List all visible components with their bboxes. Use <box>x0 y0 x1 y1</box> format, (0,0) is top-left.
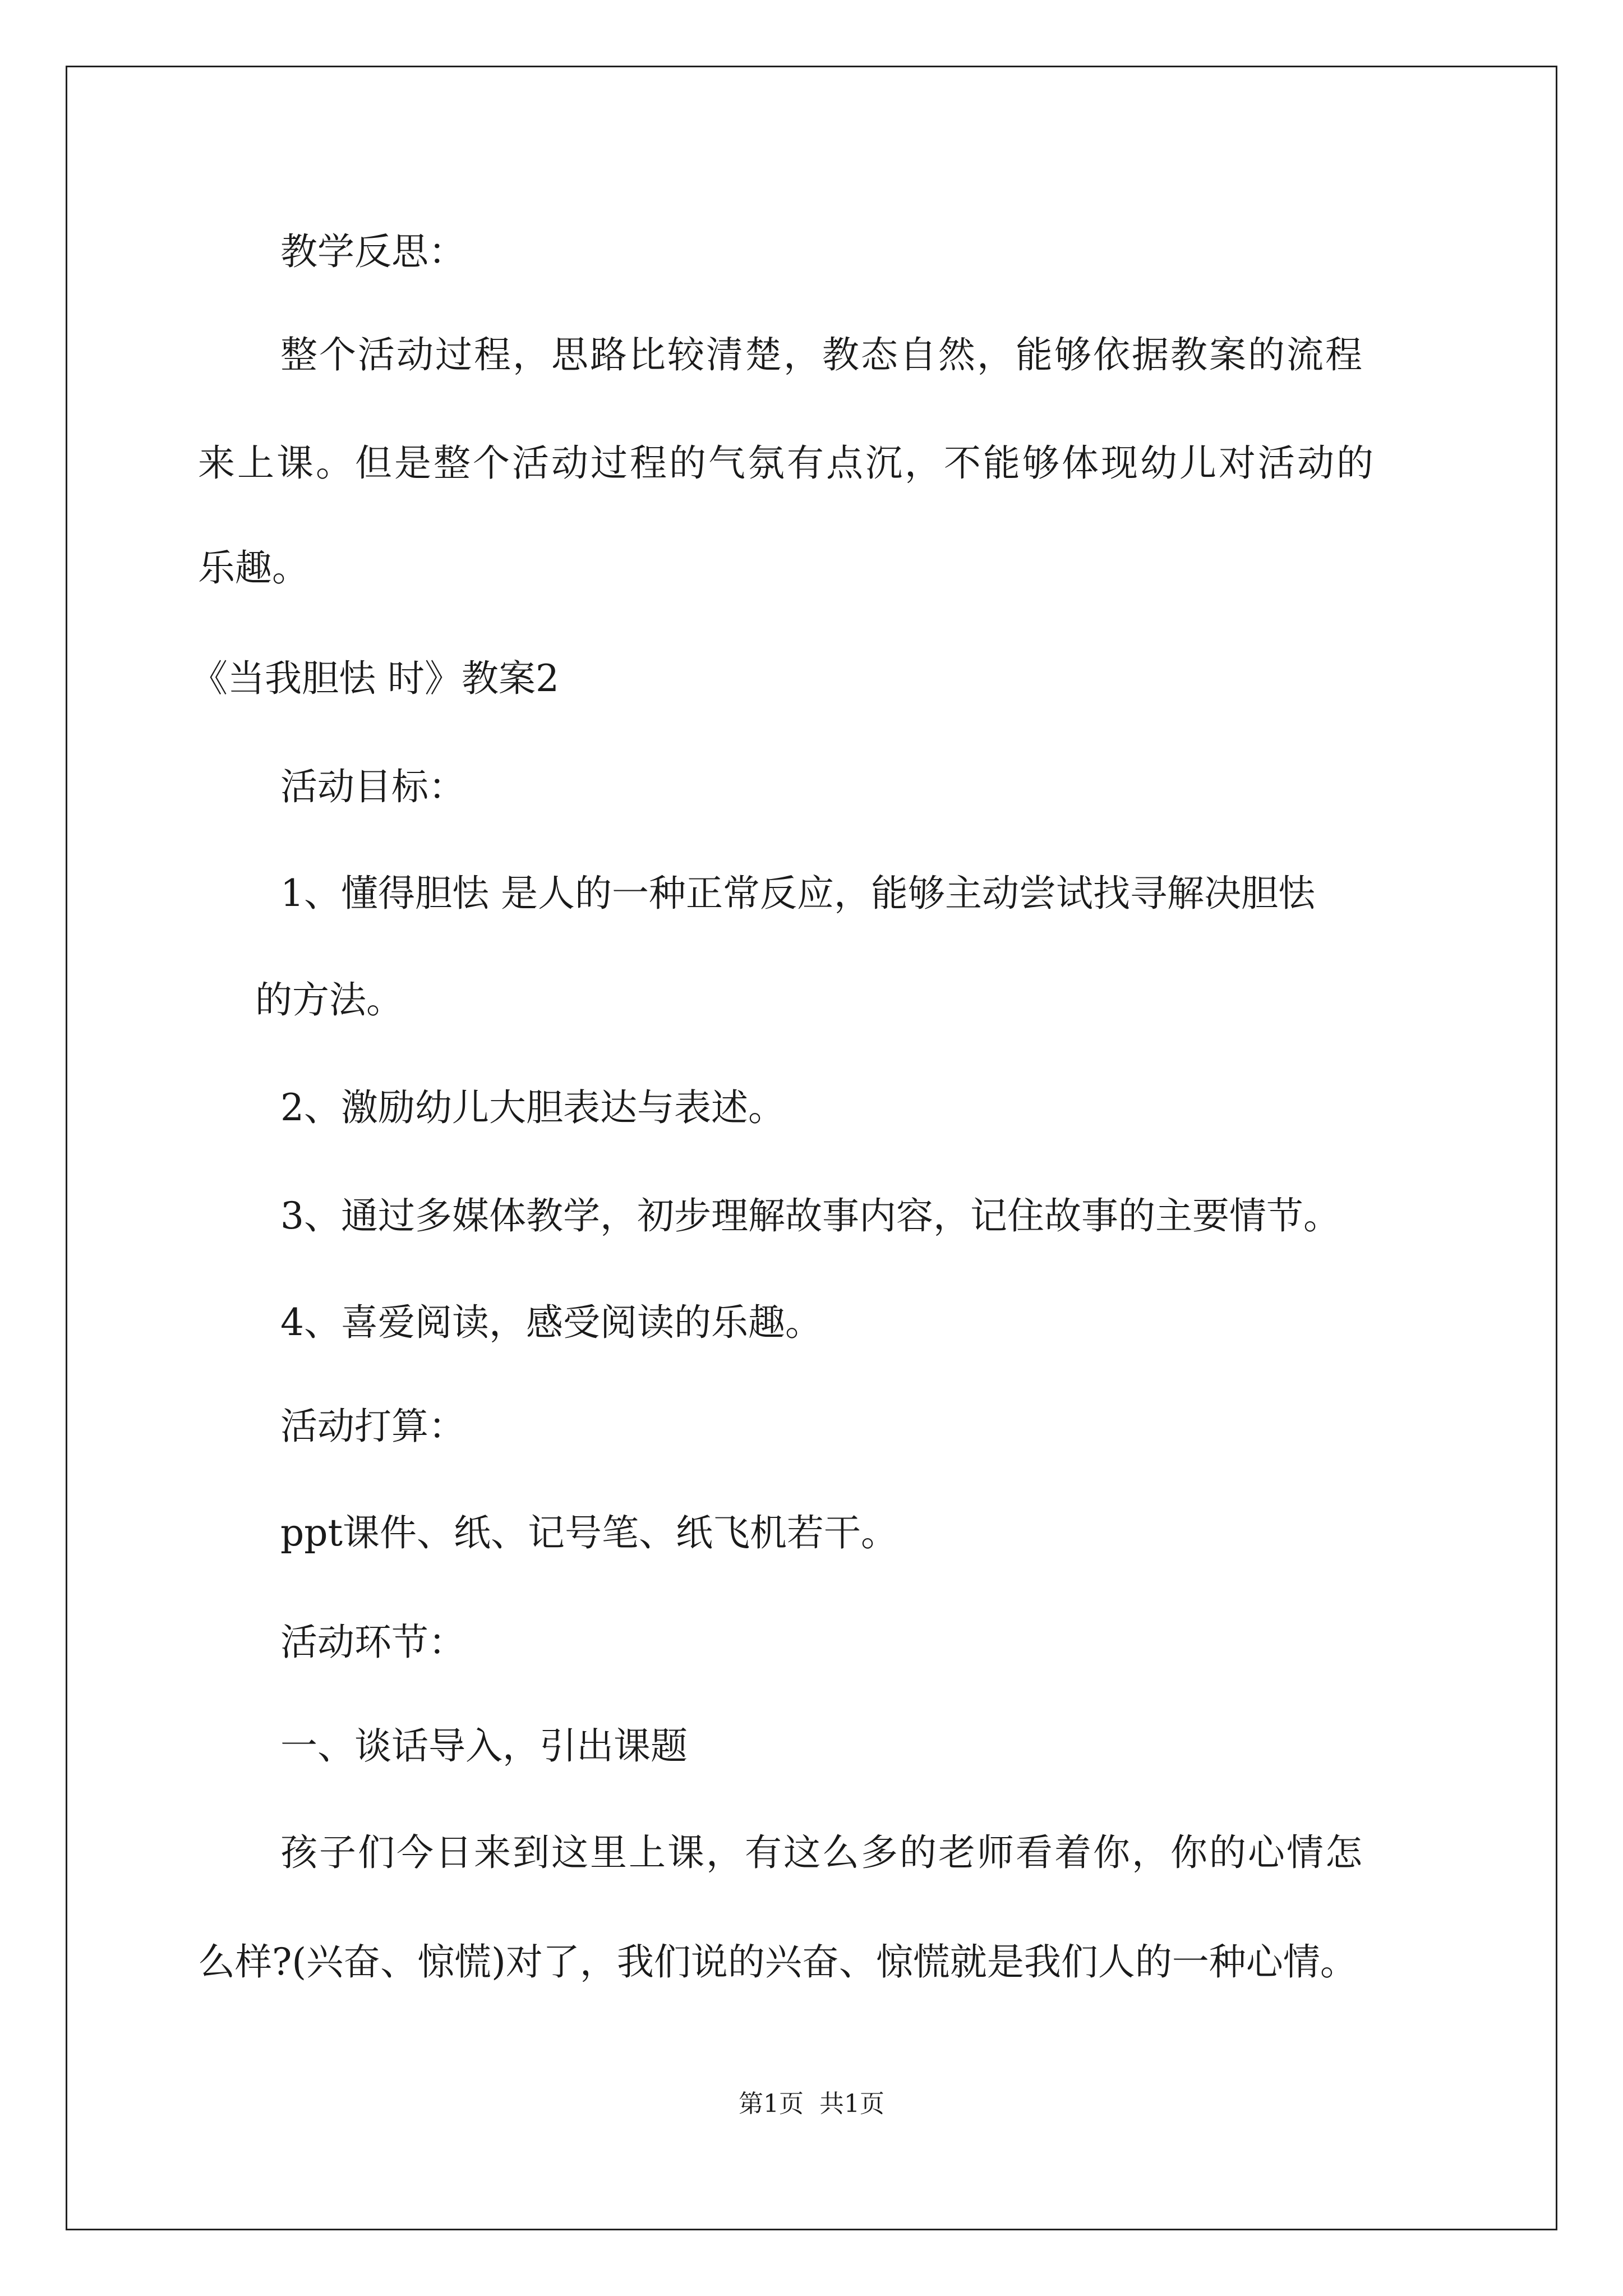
page-footer: 第1页 共1页 <box>739 2090 884 2118</box>
preparation-items: ppt课件、纸、记号笔、纸飞机若干。 <box>280 1511 898 1554</box>
step-1-text-line-1: 孩子们今日来到这里上课，有这么多的老师看着你，你的心情怎 <box>280 1831 1364 1874</box>
goal-2: 2、激励幼儿大胆表达与表述。 <box>280 1086 785 1129</box>
paragraph-reflection-line-1: 整个活动过程，思路比较清楚，教态自然，能够依据教案的流程 <box>280 333 1364 376</box>
paragraph-reflection-heading: 教学反思： <box>280 230 465 273</box>
page-border <box>66 66 1557 2230</box>
goal-4: 4、喜爱阅读，感受阅读的乐趣。 <box>280 1301 822 1344</box>
lesson-title: 《当我胆怯 时》教案2 <box>191 657 559 700</box>
preparation-heading: 活动打算： <box>280 1405 465 1448</box>
paragraph-reflection-line-3: 乐趣。 <box>198 546 309 590</box>
goal-1-line-1: 1、懂得胆怯 是人的一种正常反应，能够主动尝试找寻解决胆怯 <box>280 872 1315 915</box>
process-heading: 活动环节： <box>280 1621 465 1664</box>
goal-3: 3、通过多媒体教学，初步理解故事内容，记住故事的主要情节。 <box>280 1194 1340 1237</box>
paragraph-reflection-line-2: 来上课。但是整个活动过程的气氛有点沉，不能够体现幼儿对活动的 <box>198 441 1376 485</box>
step-1-heading: 一、谈话导入，引出课题 <box>280 1724 688 1768</box>
goals-heading: 活动目标： <box>280 765 465 808</box>
goal-1-line-2: 的方法。 <box>255 978 403 1022</box>
step-1-text-line-2: 么样?(兴奋、惊慌)对了，我们说的兴奋、惊慌就是我们人的一种心情。 <box>198 1940 1357 1984</box>
